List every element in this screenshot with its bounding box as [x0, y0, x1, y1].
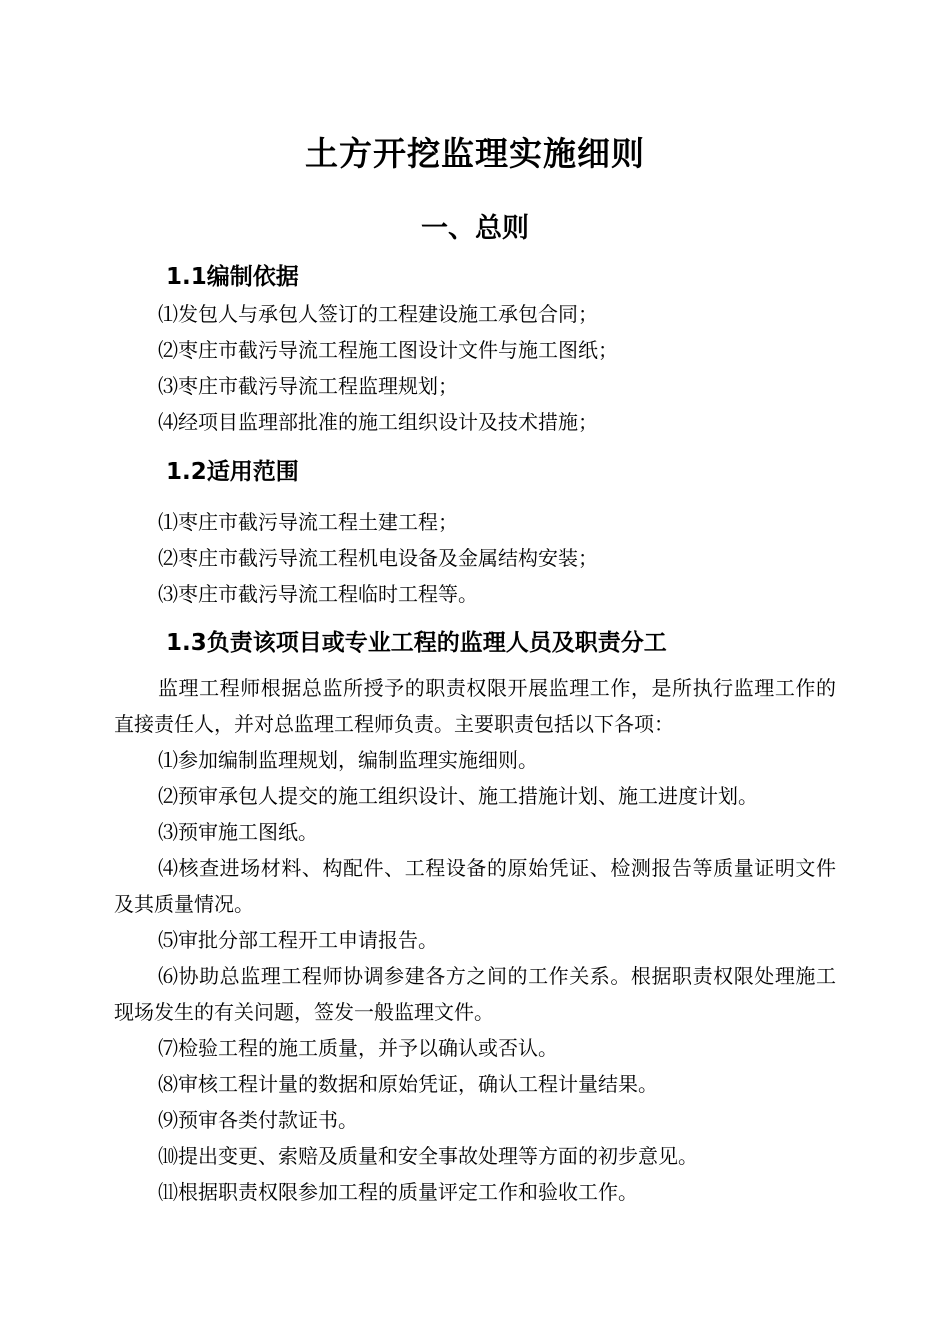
duty-item: ⑹协助总监理工程师协调参建各方之间的工作关系。根据职责权限处理施工现场发生的有关问题，签发一般监理文件。	[114, 964, 836, 1024]
section-heading-basis: 1.1编制依据	[166, 264, 299, 290]
duty-item: ⑸审批分部工程开工申请报告。	[158, 928, 438, 952]
list-item: ⑵枣庄市截污导流工程施工图设计文件与施工图纸；	[158, 338, 618, 362]
duty-item: ⑼预审各类付款证书。	[158, 1108, 358, 1132]
list-item: ⑴发包人与承包人签订的工程建设施工承包合同；	[158, 302, 598, 326]
list-item: ⑴枣庄市截污导流工程土建工程；	[158, 510, 458, 534]
duty-item: ⑶预审施工图纸。	[158, 820, 318, 844]
duty-item: ⑴参加编制监理规划，编制监理实施细则。	[158, 748, 538, 772]
duty-item: ⑵预审承包人提交的施工组织设计、施工措施计划、施工进度计划。	[158, 784, 758, 808]
list-item: ⑵枣庄市截污导流工程机电设备及金属结构安装；	[158, 546, 598, 570]
list-item: ⑷经项目监理部批准的施工组织设计及技术措施；	[158, 410, 598, 434]
chapter-heading: 一、总则	[421, 213, 529, 244]
section-heading-scope: 1.2适用范围	[166, 459, 299, 485]
duty-item: ⑽提出变更、索赔及质量和安全事故处理等方面的初步意见。	[158, 1144, 698, 1168]
duty-item: ⑷核查进场材料、构配件、工程设备的原始凭证、检测报告等质量证明文件及其质量情况。	[114, 856, 836, 916]
duties-intro-paragraph: 监理工程师根据总监所授予的职责权限开展监理工作，是所执行监理工作的直接责任人，并对总监理工程师负责。主要职责包括以下各项：	[114, 676, 836, 736]
duty-item: ⑾根据职责权限参加工程的质量评定工作和验收工作。	[158, 1180, 638, 1204]
document-title: 土方开挖监理实施细则	[305, 134, 645, 173]
list-item: ⑶枣庄市截污导流工程监理规划；	[158, 374, 458, 398]
section-heading-staff-duties: 1.3负责该项目或专业工程的监理人员及职责分工	[166, 630, 667, 656]
duty-item: ⑻审核工程计量的数据和原始凭证，确认工程计量结果。	[158, 1072, 658, 1096]
duty-item: ⑺检验工程的施工质量，并予以确认或否认。	[158, 1036, 558, 1060]
list-item: ⑶枣庄市截污导流工程临时工程等。	[158, 582, 478, 606]
